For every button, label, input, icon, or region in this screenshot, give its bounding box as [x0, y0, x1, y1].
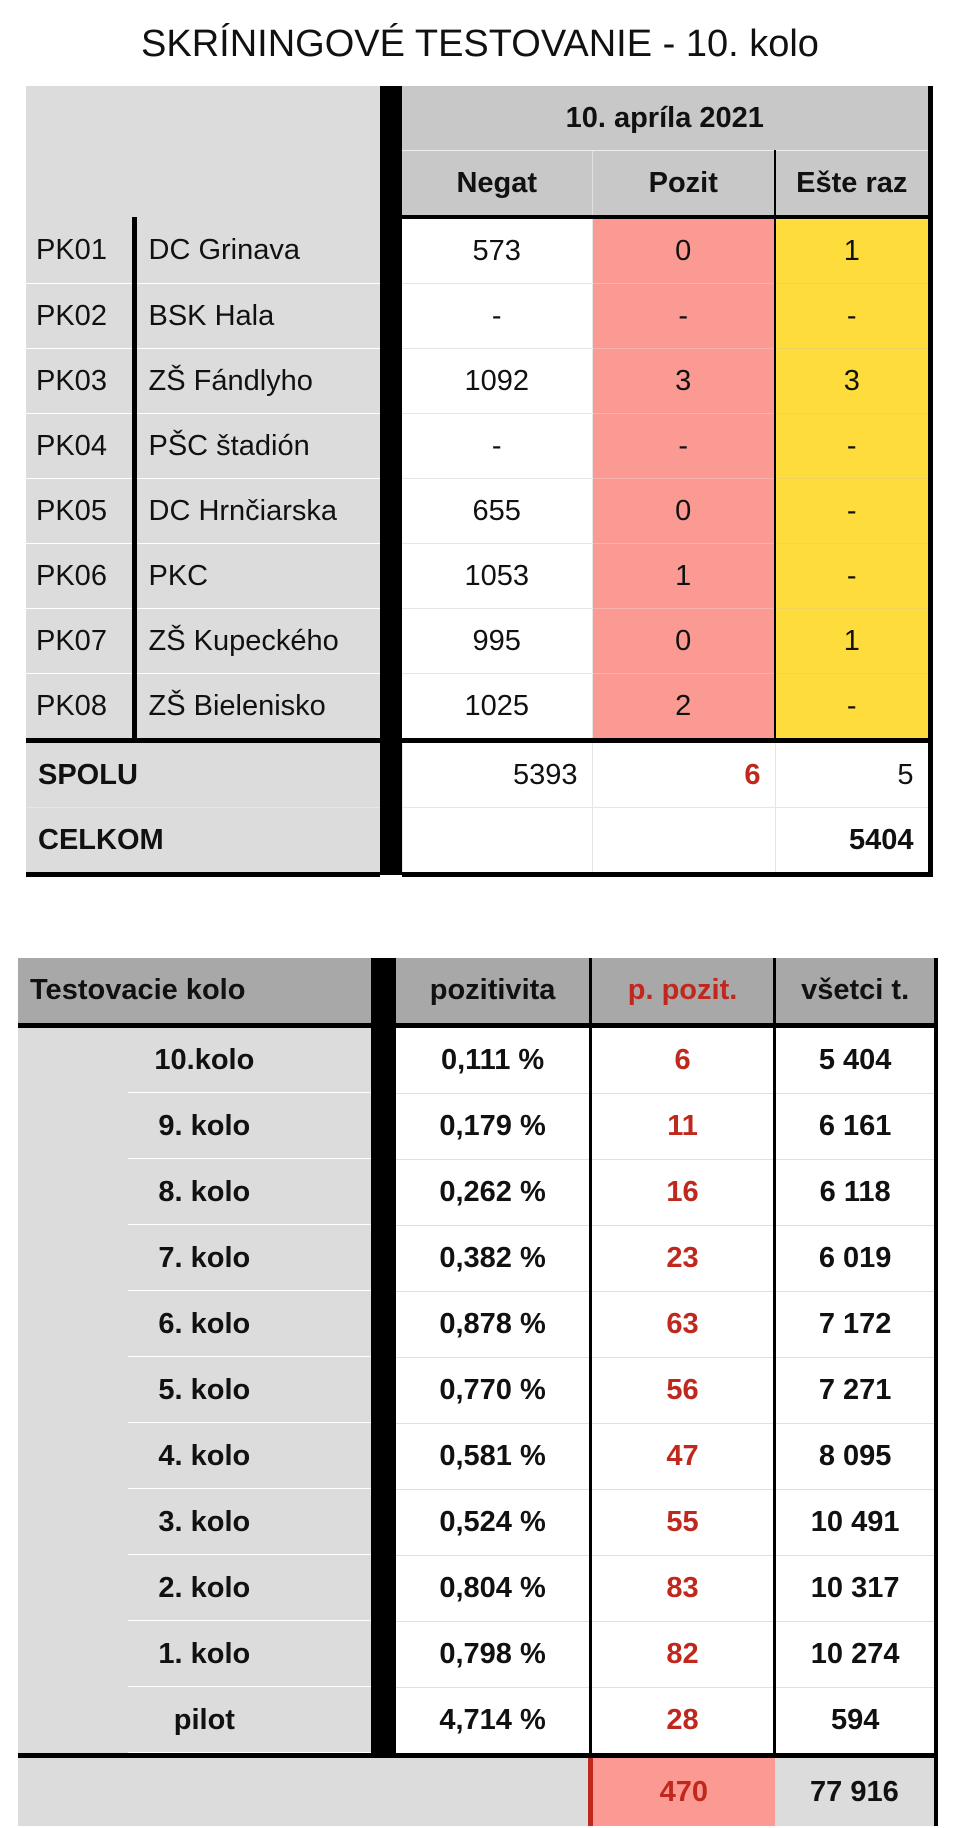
vsetci-value: 10 274 [775, 1622, 936, 1688]
header-corner [26, 86, 380, 217]
vsetci-value: 5 404 [775, 1026, 936, 1094]
site-code: PK02 [26, 284, 134, 349]
vsetci-value: 594 [775, 1688, 936, 1756]
site-row [26, 414, 930, 479]
spolu-este-raz: 5 [775, 741, 930, 808]
round-label-cell [18, 1490, 371, 1556]
site-row [26, 609, 930, 674]
p-pozit-value: 16 [590, 1160, 775, 1226]
p-pozit-value: 83 [590, 1556, 775, 1622]
pozit-value: 0 [592, 609, 775, 674]
round-row [18, 1094, 936, 1160]
round-row [18, 1026, 936, 1094]
col-header-testovacie-kolo: Testovacie kolo [18, 958, 371, 1026]
site-code: PK04 [26, 414, 134, 479]
celkom-value: 5404 [775, 808, 930, 875]
round-label-cell [18, 1688, 371, 1756]
totals-label-cell [18, 1756, 590, 1827]
p-pozit-value: 55 [590, 1490, 775, 1556]
site-row [26, 674, 930, 741]
page-title: SKRÍNINGOVÉ TESTOVANIE - 10. kolo [141, 23, 819, 65]
round-label: 2. kolo [158, 1572, 251, 1604]
round-row [18, 1490, 936, 1556]
vsetci-value: 6 019 [775, 1226, 936, 1292]
site-row [26, 284, 930, 349]
vsetci-value: 7 172 [775, 1292, 936, 1358]
round-label: 1. kolo [158, 1638, 251, 1670]
spolu-label: SPOLU [26, 741, 380, 808]
negat-value: 1053 [402, 544, 592, 609]
sites-results-table [26, 86, 933, 877]
este-raz-value: - [775, 414, 930, 479]
pozit-value: 0 [592, 217, 775, 284]
este-raz-value: 1 [775, 217, 930, 284]
round-label: 5. kolo [158, 1374, 251, 1406]
pozitivita-value: 0,524 % [396, 1490, 590, 1556]
site-code: PK03 [26, 349, 134, 414]
site-row [26, 217, 930, 284]
round-row [18, 1292, 936, 1358]
site-code: PK05 [26, 479, 134, 544]
site-name: ZŠ Kupeckého [134, 609, 380, 674]
negat-value: - [402, 414, 592, 479]
pozit-value: 1 [592, 544, 775, 609]
celkom-label: CELKOM [26, 808, 380, 875]
vsetci-value: 10 491 [775, 1490, 936, 1556]
round-label: 4. kolo [158, 1440, 251, 1472]
round-label-cell [18, 1026, 371, 1094]
negat-value: 573 [402, 217, 592, 284]
total-vsetci: 77 916 [775, 1756, 936, 1827]
site-row [26, 479, 930, 544]
pozitivita-value: 0,179 % [396, 1094, 590, 1160]
negat-value: 995 [402, 609, 592, 674]
total-p-pozit: 470 [590, 1756, 775, 1827]
negat-value: - [402, 284, 592, 349]
p-pozit-value: 82 [590, 1622, 775, 1688]
round-label-cell [18, 1094, 371, 1160]
p-pozit-value: 11 [590, 1094, 775, 1160]
site-code: PK08 [26, 674, 134, 741]
p-pozit-value: 28 [590, 1688, 775, 1756]
pozitivita-value: 0,382 % [396, 1226, 590, 1292]
pozitivita-value: 0,798 % [396, 1622, 590, 1688]
column-separator [371, 958, 397, 1756]
site-row [26, 544, 930, 609]
round-label-cell [18, 1226, 371, 1292]
round-label-cell [18, 1292, 371, 1358]
pozit-value: 3 [592, 349, 775, 414]
vsetci-value: 6 161 [775, 1094, 936, 1160]
este-raz-value: - [775, 479, 930, 544]
round-row [18, 1556, 936, 1622]
p-pozit-value: 6 [590, 1026, 775, 1094]
round-label: 10.kolo [154, 1044, 255, 1077]
p-pozit-value: 63 [590, 1292, 775, 1358]
pozit-value: - [592, 284, 775, 349]
pozitivita-value: 0,878 % [396, 1292, 590, 1358]
este-raz-value: - [775, 544, 930, 609]
col-header-p-pozit: p. pozit. [590, 958, 775, 1026]
col-header-pozit: Pozit [592, 151, 775, 218]
site-code: PK06 [26, 544, 134, 609]
p-pozit-value: 47 [590, 1424, 775, 1490]
totals-row [18, 1756, 936, 1827]
site-name: PKC [134, 544, 380, 609]
date-header: 10. apríla 2021 [402, 86, 930, 151]
round-label-cell [18, 1424, 371, 1490]
spolu-row [26, 741, 930, 808]
site-name: BSK Hala [134, 284, 380, 349]
col-header-negat: Negat [402, 151, 592, 218]
pozit-value: 0 [592, 479, 775, 544]
este-raz-value: - [775, 284, 930, 349]
vsetci-value: 6 118 [775, 1160, 936, 1226]
table2-header-row [18, 958, 936, 1026]
table1-date-header-row [26, 86, 930, 151]
este-raz-value: - [775, 674, 930, 741]
round-row [18, 1160, 936, 1226]
round-label: 9. kolo [158, 1110, 251, 1142]
site-code: PK01 [26, 217, 134, 284]
este-raz-value: 1 [775, 609, 930, 674]
round-label: 6. kolo [158, 1308, 251, 1340]
spolu-negat: 5393 [402, 741, 592, 808]
vsetci-value: 7 271 [775, 1358, 936, 1424]
round-label: 7. kolo [158, 1242, 251, 1274]
round-label: 8. kolo [158, 1176, 251, 1208]
round-row [18, 1424, 936, 1490]
site-name: DC Hrnčiarska [134, 479, 380, 544]
celkom-row [26, 808, 930, 875]
round-label-cell [18, 1358, 371, 1424]
pozit-value: - [592, 414, 775, 479]
column-separator [380, 86, 402, 875]
p-pozit-value: 23 [590, 1226, 775, 1292]
pozitivita-value: 0,262 % [396, 1160, 590, 1226]
celkom-empty-cell [402, 808, 592, 875]
pozitivita-value: 4,714 % [396, 1688, 590, 1756]
site-row [26, 349, 930, 414]
col-header-vsetci: všetci t. [775, 958, 936, 1026]
round-label: 3. kolo [158, 1506, 251, 1538]
round-row [18, 1688, 936, 1756]
spolu-pozit: 6 [592, 741, 775, 808]
vsetci-value: 8 095 [775, 1424, 936, 1490]
pozitivita-value: 0,770 % [396, 1358, 590, 1424]
p-pozit-value: 56 [590, 1358, 775, 1424]
este-raz-value: 3 [775, 349, 930, 414]
pozitivita-value: 0,111 % [396, 1026, 590, 1094]
round-label-cell [18, 1160, 371, 1226]
negat-value: 1092 [402, 349, 592, 414]
site-name: ZŠ Bielenisko [134, 674, 380, 741]
round-row [18, 1358, 936, 1424]
site-name: PŠC štadión [134, 414, 380, 479]
site-code: PK07 [26, 609, 134, 674]
site-name: DC Grinava [134, 217, 380, 284]
pozitivita-value: 0,581 % [396, 1424, 590, 1490]
round-row [18, 1622, 936, 1688]
rounds-history-table [18, 958, 938, 1826]
negat-value: 655 [402, 479, 592, 544]
round-label: pilot [173, 1703, 235, 1736]
round-label-cell [18, 1622, 371, 1688]
col-header-pozitivita: pozitivita [396, 958, 590, 1026]
pozit-value: 2 [592, 674, 775, 741]
negat-value: 1025 [402, 674, 592, 741]
vsetci-value: 10 317 [775, 1556, 936, 1622]
col-header-este-raz: Ešte raz [775, 151, 930, 218]
round-row [18, 1226, 936, 1292]
site-name: ZŠ Fándlyho [134, 349, 380, 414]
round-label-cell [18, 1556, 371, 1622]
pozitivita-value: 0,804 % [396, 1556, 590, 1622]
celkom-empty-cell [592, 808, 775, 875]
